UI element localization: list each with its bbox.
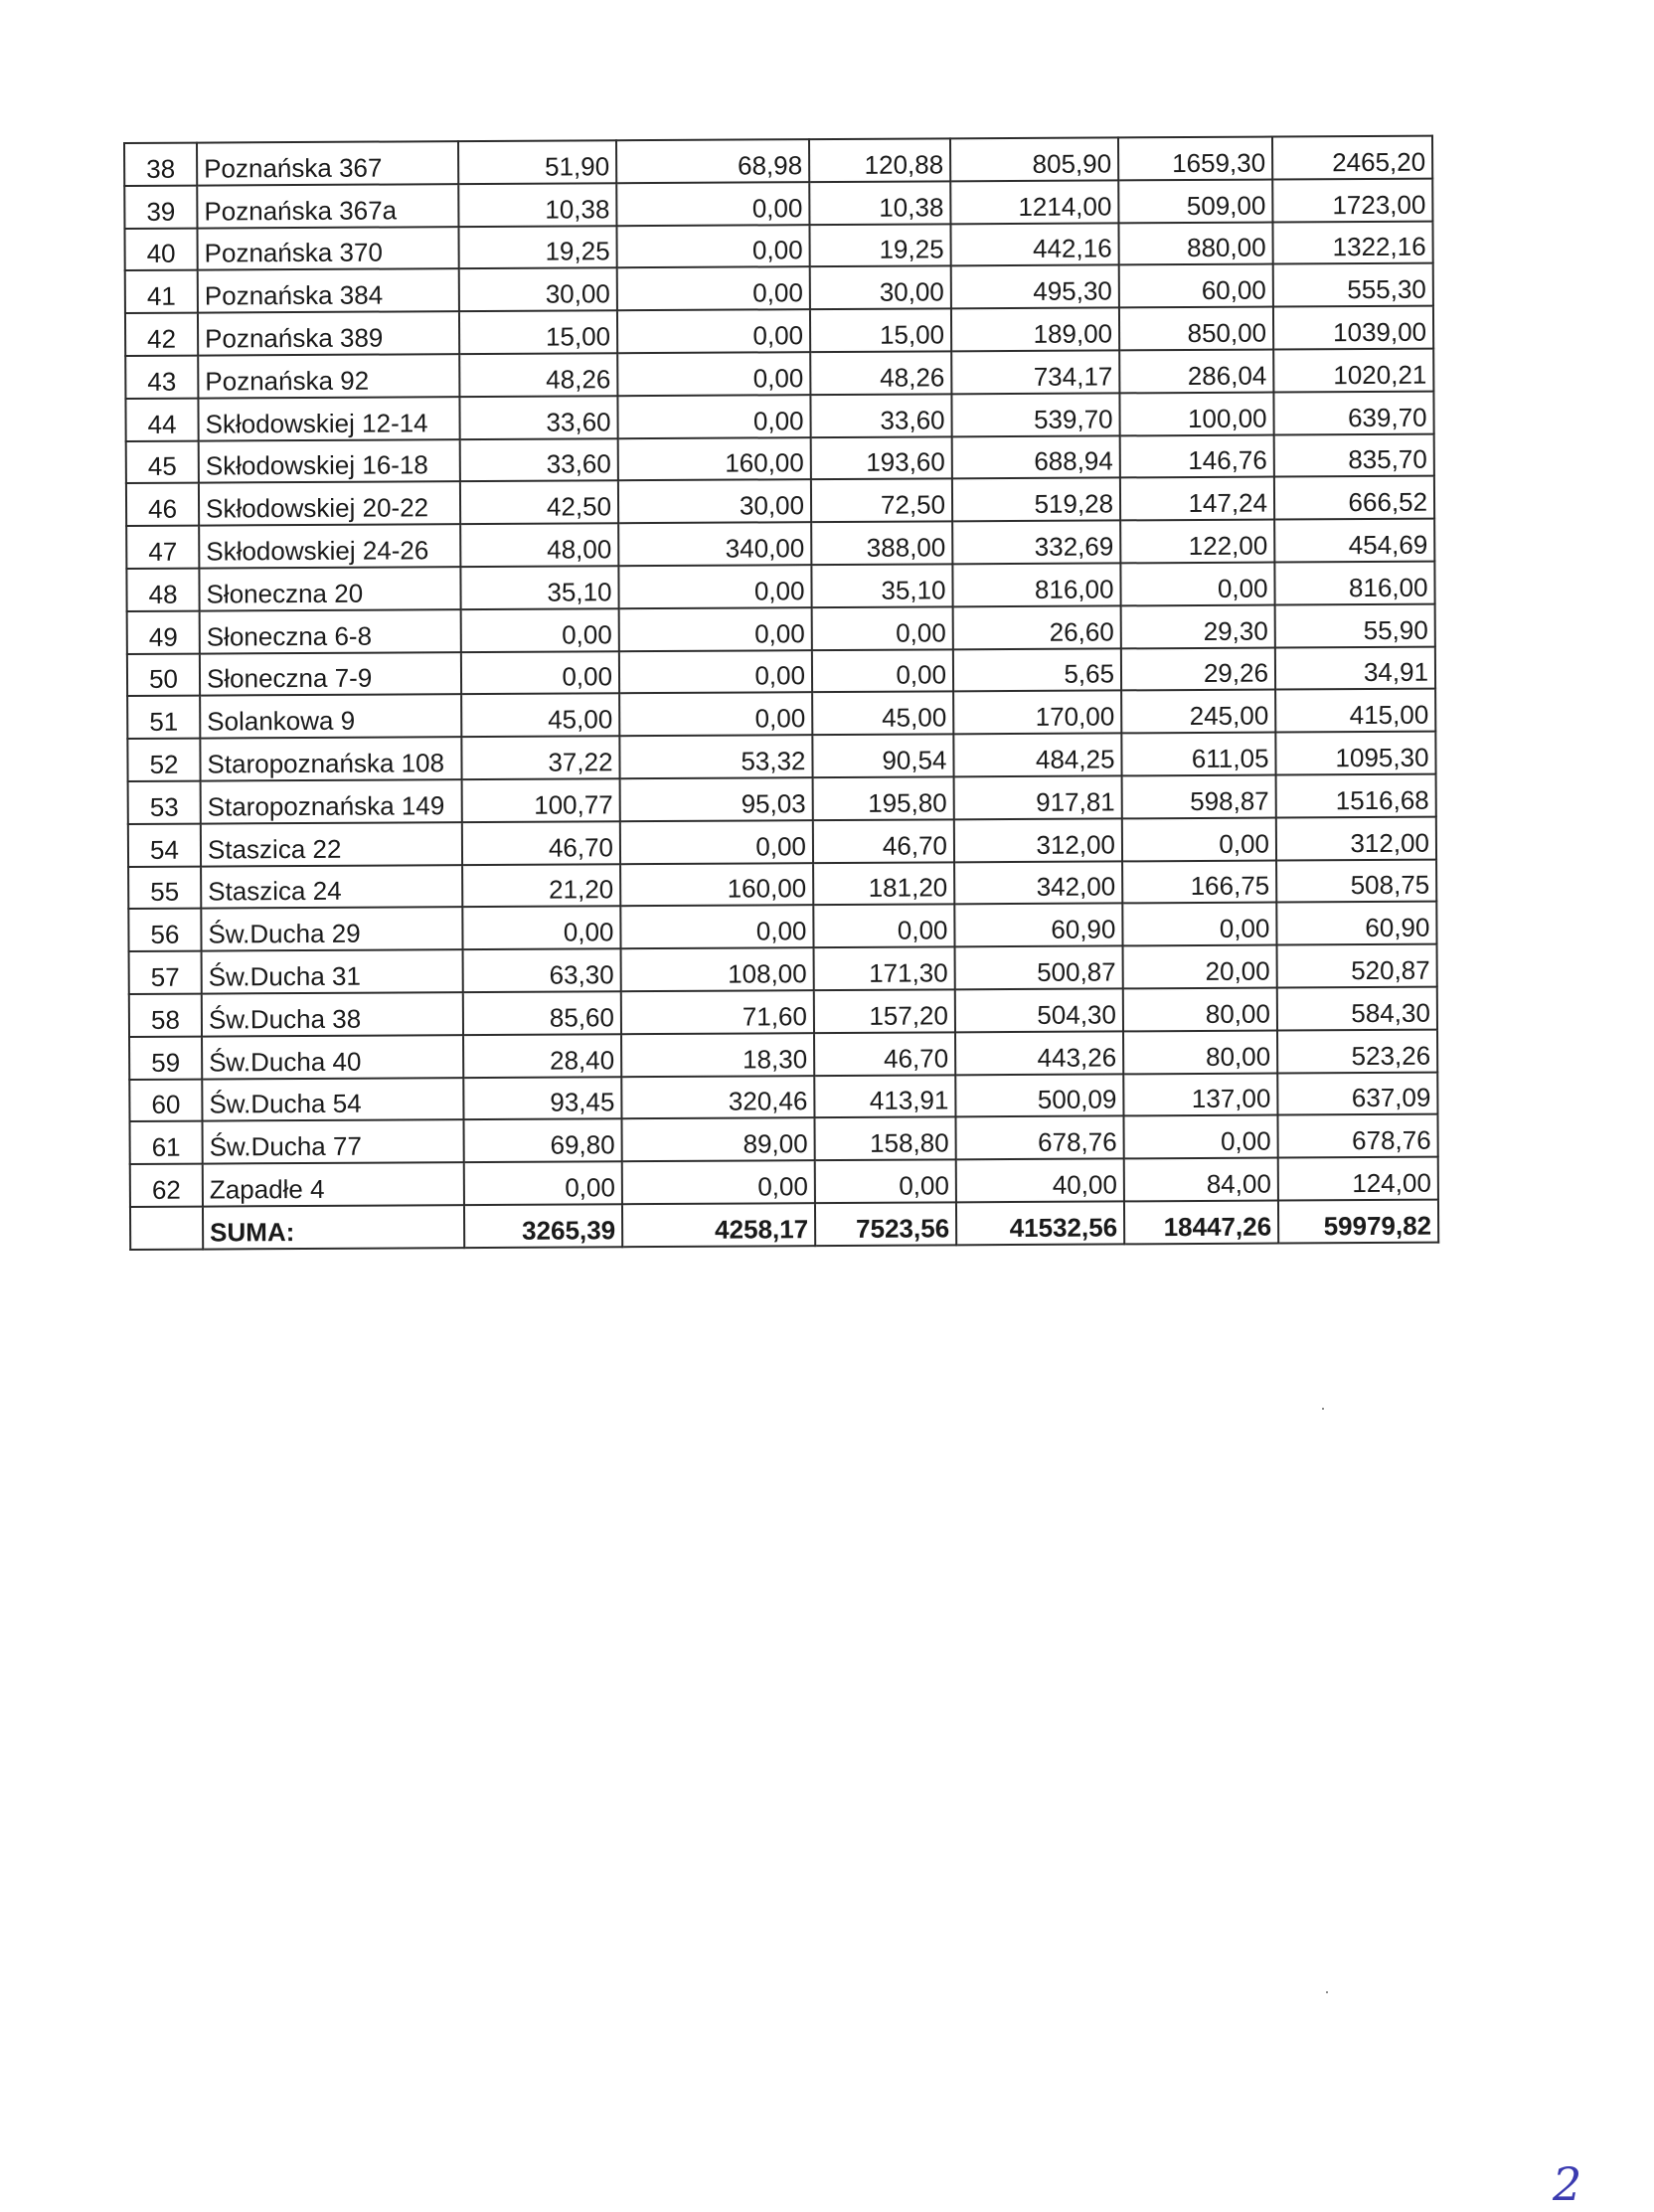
- table-row: [125, 263, 1433, 313]
- value-cell: 678,76: [1277, 1114, 1437, 1158]
- table-row: [124, 136, 1432, 186]
- value-cell: 80,00: [1123, 1030, 1277, 1074]
- value-cell: 340,00: [618, 522, 811, 566]
- table-row: [127, 732, 1435, 781]
- value-cell: 28,40: [463, 1034, 621, 1078]
- value-cell: 495,30: [951, 265, 1119, 309]
- value-cell: 69,80: [463, 1119, 621, 1163]
- value-cell: 15,00: [459, 310, 617, 354]
- table-row: [125, 391, 1433, 440]
- lp-cell: 60: [129, 1079, 202, 1121]
- value-cell: 33,60: [459, 396, 617, 439]
- value-cell: 850,00: [1119, 307, 1273, 351]
- sum-lp-cell: [130, 1206, 203, 1249]
- sum-label-cell: SUMA:: [203, 1205, 464, 1249]
- value-cell: 1723,00: [1272, 178, 1432, 222]
- value-cell: 508,75: [1276, 859, 1436, 903]
- value-cell: 95,03: [620, 777, 813, 821]
- value-cell: 734,17: [951, 350, 1119, 394]
- address-cell: Słoneczna 6-8: [200, 609, 461, 653]
- value-cell: 504,30: [955, 988, 1123, 1032]
- address-cell: Słoneczna 20: [199, 567, 460, 610]
- value-cell: 523,26: [1277, 1029, 1437, 1073]
- address-cell: Skłodowskiej 16-18: [199, 439, 460, 483]
- data-table: [123, 135, 1439, 1251]
- table-row: [129, 944, 1437, 994]
- value-cell: 805,90: [950, 137, 1118, 181]
- value-cell: 122,00: [1120, 520, 1274, 564]
- value-cell: 166,75: [1122, 860, 1276, 904]
- address-cell: Staropoznańska 108: [200, 737, 461, 780]
- lp-cell: 49: [127, 610, 200, 653]
- lp-cell: 50: [127, 653, 200, 696]
- value-cell: 89,00: [621, 1117, 814, 1161]
- value-cell: 1659,30: [1118, 137, 1272, 181]
- value-cell: 1020,21: [1273, 349, 1433, 393]
- value-cell: 30,00: [810, 266, 951, 310]
- value-cell: 21,20: [462, 864, 620, 908]
- value-cell: 171,30: [814, 946, 955, 990]
- value-cell: 195,80: [813, 776, 954, 820]
- value-cell: 816,00: [1274, 562, 1434, 605]
- lp-cell: 57: [129, 951, 202, 994]
- value-cell: 53,32: [619, 735, 812, 778]
- value-cell: 124,00: [1278, 1157, 1438, 1201]
- value-cell: 10,38: [458, 183, 616, 227]
- lp-cell: 40: [124, 228, 197, 270]
- value-cell: 108,00: [621, 947, 814, 991]
- address-cell: Św.Ducha 54: [202, 1078, 463, 1121]
- sum-row: [130, 1200, 1438, 1250]
- address-cell: Poznańska 367: [197, 141, 458, 185]
- table-row: [124, 221, 1432, 270]
- value-cell: 29,30: [1121, 604, 1275, 648]
- value-cell: 48,26: [459, 353, 617, 397]
- value-cell: 160,00: [620, 863, 813, 907]
- value-cell: 1214,00: [950, 180, 1118, 224]
- value-cell: 312,00: [954, 818, 1122, 862]
- lp-cell: 42: [125, 313, 198, 356]
- value-cell: 666,52: [1274, 476, 1434, 520]
- sum-v4-cell: 41532,56: [956, 1201, 1124, 1245]
- value-cell: 93,45: [463, 1077, 621, 1120]
- lp-cell: 59: [129, 1036, 202, 1079]
- address-cell: Skłodowskiej 24-26: [199, 524, 460, 568]
- value-cell: 120,88: [809, 138, 950, 182]
- value-cell: 1039,00: [1273, 306, 1433, 350]
- value-cell: 181,20: [813, 862, 954, 906]
- value-cell: 0,00: [619, 692, 812, 736]
- value-cell: 26,60: [953, 605, 1121, 649]
- value-cell: 19,25: [809, 224, 950, 267]
- value-cell: 100,77: [462, 778, 620, 822]
- value-cell: 639,70: [1273, 391, 1433, 434]
- value-cell: 0,00: [812, 606, 953, 650]
- value-cell: 60,90: [954, 904, 1122, 947]
- table-row: [129, 987, 1437, 1037]
- value-cell: 40,00: [956, 1159, 1124, 1203]
- value-cell: 0,00: [616, 225, 809, 268]
- value-cell: 509,00: [1118, 179, 1272, 223]
- address-cell: Zapadłe 4: [203, 1162, 464, 1206]
- scan-speck: [1322, 1408, 1324, 1410]
- address-cell: Św.Ducha 31: [202, 949, 463, 993]
- value-cell: 0,00: [617, 395, 810, 438]
- table-row: [127, 689, 1435, 739]
- address-cell: Poznańska 367a: [197, 184, 458, 228]
- value-cell: 45,00: [461, 694, 619, 738]
- value-cell: 320,46: [621, 1076, 814, 1119]
- value-cell: 442,16: [950, 223, 1118, 266]
- value-cell: 34,91: [1275, 646, 1435, 690]
- table-row: [126, 562, 1434, 611]
- value-cell: 157,20: [814, 989, 955, 1033]
- value-cell: 0,00: [618, 565, 811, 608]
- value-cell: 46,70: [462, 821, 620, 865]
- value-cell: 37,22: [461, 736, 619, 779]
- value-cell: 72,50: [811, 479, 952, 523]
- address-cell: Poznańska 384: [198, 269, 459, 313]
- value-cell: 245,00: [1121, 690, 1275, 734]
- value-cell: 1095,30: [1275, 732, 1435, 775]
- value-cell: 500,09: [955, 1074, 1123, 1117]
- value-cell: 342,00: [954, 861, 1122, 905]
- value-cell: 193,60: [811, 436, 952, 480]
- address-cell: Skłodowskiej 20-22: [199, 481, 460, 525]
- lp-cell: 41: [125, 270, 198, 313]
- address-cell: Poznańska 370: [197, 227, 458, 270]
- value-cell: 0,00: [1122, 817, 1276, 861]
- address-cell: Św.Ducha 38: [202, 992, 463, 1036]
- value-cell: 46,70: [814, 1032, 955, 1076]
- sum-v1-cell: 3265,39: [464, 1204, 622, 1248]
- address-cell: Słoneczna 7-9: [200, 652, 461, 696]
- value-cell: 0,00: [1123, 1115, 1277, 1159]
- value-cell: 688,94: [952, 435, 1120, 479]
- lp-cell: 62: [130, 1164, 203, 1207]
- value-cell: 18,30: [621, 1033, 814, 1077]
- value-cell: 880,00: [1118, 222, 1272, 265]
- table-row: [130, 1114, 1438, 1164]
- value-cell: 0,00: [1122, 903, 1276, 946]
- value-cell: 71,60: [621, 990, 814, 1034]
- value-cell: 48,26: [810, 351, 951, 395]
- value-cell: 454,69: [1274, 519, 1434, 563]
- value-cell: 500,87: [955, 946, 1123, 990]
- table-row: [127, 603, 1435, 653]
- value-cell: 42,50: [460, 481, 618, 525]
- value-cell: 312,00: [1276, 816, 1436, 860]
- value-cell: 68,98: [616, 139, 809, 183]
- value-cell: 555,30: [1273, 263, 1433, 307]
- value-cell: 100,00: [1119, 392, 1273, 435]
- value-cell: 20,00: [1123, 945, 1277, 989]
- value-cell: 0,00: [616, 182, 809, 226]
- value-cell: 158,80: [814, 1117, 955, 1161]
- value-cell: 0,00: [619, 607, 812, 651]
- value-cell: 80,00: [1123, 987, 1277, 1031]
- value-cell: 19,25: [458, 226, 616, 269]
- value-cell: 835,70: [1274, 433, 1434, 477]
- value-cell: 598,87: [1122, 774, 1276, 818]
- value-cell: 0,00: [461, 608, 619, 652]
- address-cell: Staszica 22: [201, 822, 462, 866]
- value-cell: 35,10: [460, 566, 618, 609]
- value-cell: 0,00: [620, 820, 813, 864]
- table-row: [126, 519, 1434, 569]
- value-cell: 1516,68: [1276, 774, 1436, 818]
- table-row: [129, 1072, 1437, 1121]
- value-cell: 46,70: [813, 819, 954, 863]
- table-row: [128, 859, 1436, 909]
- lp-cell: 47: [126, 526, 199, 569]
- value-cell: 539,70: [951, 393, 1119, 436]
- lp-cell: 61: [130, 1121, 203, 1164]
- scan-speck: [1326, 1991, 1328, 1993]
- value-cell: 917,81: [954, 775, 1122, 819]
- value-cell: 30,00: [618, 480, 811, 524]
- table-row: [128, 774, 1436, 824]
- value-cell: 35,10: [811, 564, 952, 607]
- value-cell: 0,00: [813, 905, 954, 948]
- value-cell: 146,76: [1120, 434, 1274, 478]
- value-cell: 286,04: [1119, 350, 1273, 394]
- value-cell: 415,00: [1275, 689, 1435, 733]
- value-cell: 90,54: [812, 735, 953, 778]
- table-row: [126, 476, 1434, 526]
- lp-cell: 48: [126, 569, 199, 611]
- value-cell: 611,05: [1121, 733, 1275, 776]
- value-cell: 0,00: [617, 309, 810, 353]
- value-cell: 0,00: [461, 651, 619, 695]
- sum-v6-cell: 59979,82: [1278, 1200, 1438, 1244]
- value-cell: 0,00: [1120, 563, 1274, 606]
- value-cell: 85,60: [463, 991, 621, 1035]
- value-cell: 63,30: [463, 948, 621, 992]
- table-row: [125, 349, 1433, 399]
- value-cell: 0,00: [815, 1159, 956, 1203]
- lp-cell: 54: [128, 823, 201, 866]
- value-cell: 0,00: [619, 650, 812, 694]
- value-cell: 584,30: [1277, 987, 1437, 1031]
- value-cell: 0,00: [617, 352, 810, 396]
- value-cell: 0,00: [620, 905, 813, 948]
- value-cell: 332,69: [952, 521, 1120, 565]
- lp-cell: 39: [124, 185, 197, 228]
- value-cell: 170,00: [953, 691, 1121, 735]
- handwritten-page-number: 2: [1553, 2157, 1582, 2211]
- value-cell: 443,26: [955, 1031, 1123, 1075]
- address-cell: Staszica 24: [201, 865, 462, 909]
- lp-cell: 51: [127, 696, 200, 739]
- value-cell: 2465,20: [1272, 136, 1432, 180]
- table-row: [129, 1029, 1437, 1079]
- table-row: [125, 306, 1433, 356]
- value-cell: 48,00: [460, 523, 618, 567]
- lp-cell: 56: [128, 909, 201, 951]
- value-cell: 60,90: [1276, 902, 1436, 945]
- value-cell: 388,00: [811, 522, 952, 566]
- value-cell: 0,00: [462, 907, 620, 950]
- address-cell: Św.Ducha 29: [201, 907, 462, 950]
- value-cell: 678,76: [955, 1116, 1123, 1160]
- lp-cell: 44: [125, 398, 198, 440]
- value-cell: 816,00: [952, 563, 1120, 606]
- table-row: [126, 433, 1434, 483]
- table-body: [124, 136, 1438, 1250]
- value-cell: 137,00: [1123, 1073, 1277, 1116]
- value-cell: 45,00: [812, 692, 953, 736]
- value-cell: 160,00: [618, 437, 811, 481]
- lp-cell: 58: [129, 994, 202, 1037]
- value-cell: 519,28: [952, 478, 1120, 522]
- value-cell: 29,26: [1121, 647, 1275, 691]
- table-row: [130, 1157, 1438, 1207]
- lp-cell: 46: [126, 483, 199, 526]
- value-cell: 0,00: [622, 1160, 815, 1204]
- value-cell: 60,00: [1119, 264, 1273, 308]
- table-row: [124, 178, 1432, 228]
- value-cell: 10,38: [809, 181, 950, 225]
- address-cell: Św.Ducha 40: [202, 1035, 463, 1079]
- sum-v5-cell: 18447,26: [1124, 1200, 1278, 1244]
- value-cell: 33,60: [460, 438, 618, 482]
- value-cell: 0,00: [464, 1161, 622, 1205]
- address-cell: Poznańska 389: [198, 311, 459, 355]
- value-cell: 84,00: [1124, 1158, 1278, 1202]
- sum-v3-cell: 7523,56: [815, 1202, 956, 1246]
- table-row: [128, 816, 1436, 866]
- value-cell: 0,00: [812, 649, 953, 693]
- lp-cell: 45: [126, 440, 199, 483]
- address-cell: Solankowa 9: [200, 694, 461, 738]
- value-cell: 0,00: [617, 267, 810, 311]
- address-cell: Św.Ducha 77: [203, 1119, 464, 1163]
- value-cell: 520,87: [1277, 944, 1437, 988]
- table-row: [128, 902, 1436, 951]
- lp-cell: 52: [127, 739, 200, 781]
- value-cell: 1322,16: [1272, 221, 1432, 264]
- value-cell: 55,90: [1275, 603, 1435, 647]
- sum-v2-cell: 4258,17: [622, 1203, 815, 1247]
- lp-cell: 53: [128, 781, 201, 824]
- value-cell: 484,25: [953, 734, 1121, 777]
- lp-cell: 38: [124, 143, 197, 186]
- address-cell: Poznańska 92: [198, 354, 459, 398]
- value-cell: 33,60: [810, 394, 951, 437]
- value-cell: 51,90: [458, 140, 616, 184]
- value-cell: 413,91: [814, 1075, 955, 1118]
- lp-cell: 43: [125, 356, 198, 399]
- value-cell: 5,65: [953, 648, 1121, 692]
- lp-cell: 55: [128, 866, 201, 909]
- value-cell: 30,00: [459, 268, 617, 312]
- value-cell: 189,00: [951, 308, 1119, 352]
- value-cell: 637,09: [1277, 1072, 1437, 1115]
- address-cell: Staropoznańska 149: [201, 779, 462, 823]
- value-cell: 147,24: [1120, 477, 1274, 521]
- table-row: [127, 646, 1435, 696]
- address-cell: Skłodowskiej 12-14: [198, 397, 459, 440]
- value-cell: 15,00: [810, 309, 951, 353]
